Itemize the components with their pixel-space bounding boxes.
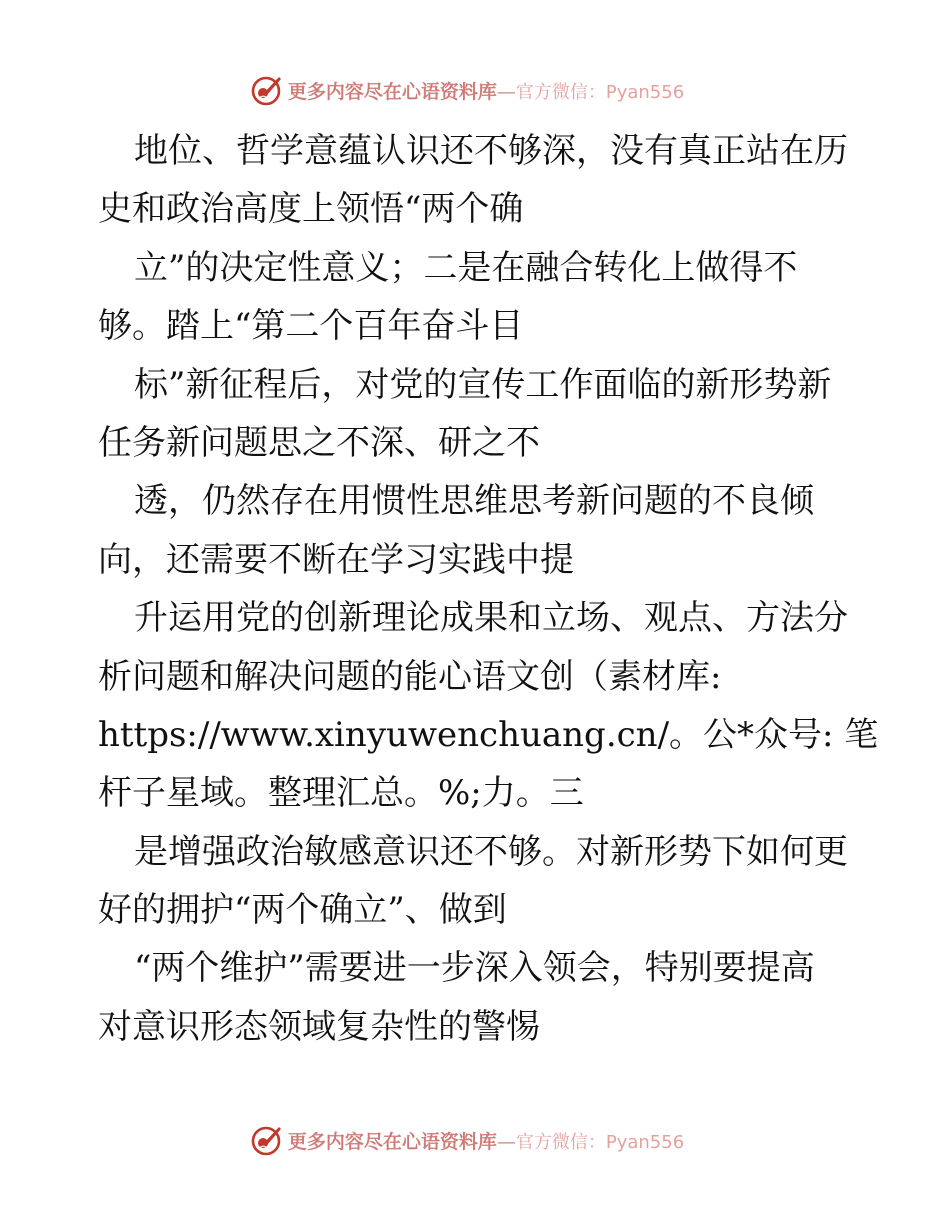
- header-banner-prefix: 更多内容尽在心语资料库: [287, 80, 497, 103]
- brush-circle-icon: [250, 1123, 284, 1157]
- footer-banner-suffix: 官方微信：Pyan556: [515, 1131, 685, 1153]
- body-line: https://www.xinyuwenchuang.cn/。公*众号: 笔: [98, 714, 879, 755]
- body-line: 透，仍然存在用惯性思维思考新问题的不良倾: [134, 481, 814, 522]
- body-text-block: [98, 122, 879, 1056]
- header-banner-text: [288, 77, 684, 104]
- footer-banner-text: [288, 1127, 684, 1154]
- body-line: 地位、哲学意蕴认识还不够深，没有真正站在历: [134, 131, 848, 171]
- body-line: 是增强政治敏感意识还不够。对新形势下如何更: [134, 831, 848, 872]
- body-line: “两个维护”需要进一步深入领会，特别要提高: [134, 948, 815, 989]
- body-line: 史和政治高度上领悟“两个确: [98, 189, 524, 230]
- body-line: 升运用党的创新理论成果和立场、观点、方法分: [134, 598, 848, 639]
- brush-circle-icon: [250, 73, 284, 107]
- body-line: 向，还需要不断在学习实践中提: [98, 539, 574, 580]
- header-banner-content: [250, 73, 684, 107]
- footer-banner-content: [250, 1123, 684, 1157]
- header-banner-separator: —: [496, 80, 516, 103]
- body-line: 够。踏上“第二个百年奋斗目: [98, 306, 524, 347]
- body-line: 标”新征程后，对党的宣传工作面临的新形势新: [134, 364, 832, 405]
- body-line: 好的拥护“两个确立”、做到: [98, 890, 507, 931]
- footer-banner-prefix: 更多内容尽在心语资料库: [287, 1130, 497, 1153]
- body-line: 立”的决定性意义；二是在融合转化上做得不: [134, 247, 798, 288]
- footer-banner-separator: —: [496, 1130, 516, 1153]
- body-line: 析问题和解决问题的能心语文创（素材库:: [98, 656, 722, 697]
- body-line: 杆子星域。整理汇总。%;力。三: [98, 773, 584, 814]
- header-banner-suffix: 官方微信：Pyan556: [515, 81, 685, 103]
- footer-banner: [0, 1120, 950, 1160]
- body-line: 任务新问题思之不深、研之不: [98, 422, 540, 463]
- body-line: 对意识形态领域复杂性的警惕: [98, 1006, 540, 1047]
- header-banner: [0, 70, 950, 110]
